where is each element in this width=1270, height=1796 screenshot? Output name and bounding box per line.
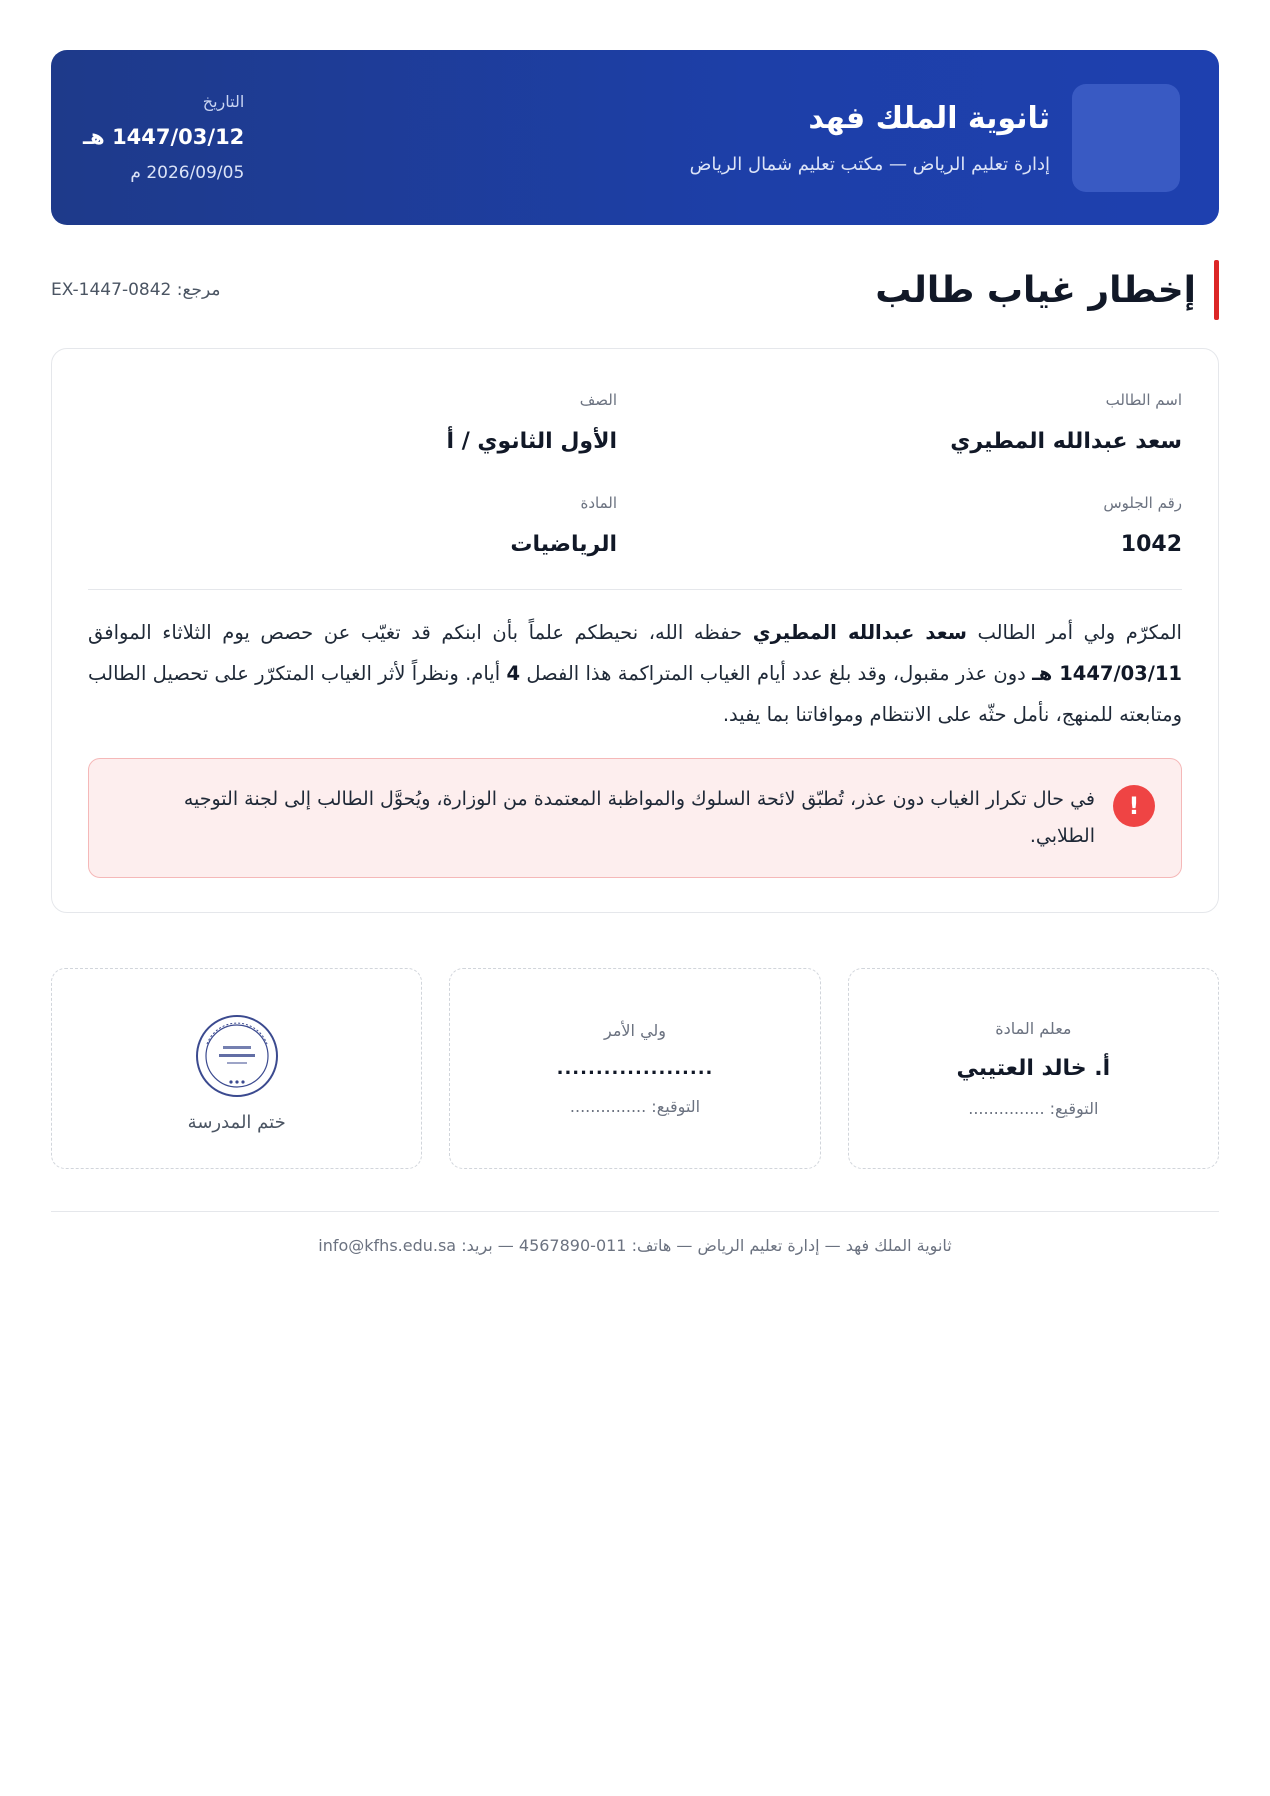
guardian-signature-box bbox=[449, 968, 820, 1169]
notice-body bbox=[88, 612, 1182, 735]
school-subtitle: إدارة تعليم الرياض — مكتب تعليم شمال الرياض bbox=[689, 153, 1050, 175]
title-wrap bbox=[875, 260, 1219, 320]
footer-contact: ثانوية الملك فهد — إدارة تعليم الرياض — هاتف: 011-4567890 — بريد: info@kfhs.edu.sa bbox=[318, 1236, 952, 1255]
title-accent-bar bbox=[1214, 260, 1219, 320]
subject-label: المادة bbox=[580, 494, 617, 512]
body-part-1: المكرّم ولي أمر الطالب bbox=[966, 621, 1182, 644]
seat-number-label: رقم الجلوس bbox=[1103, 494, 1182, 512]
footer-divider bbox=[51, 1211, 1219, 1212]
field-seat-number bbox=[653, 494, 1182, 557]
reference-number: مرجع: EX-1447-0842 bbox=[51, 280, 221, 300]
guardian-name-blank: .................... bbox=[556, 1058, 714, 1079]
body-absence-count: 4 bbox=[506, 662, 521, 685]
class-label: الصف bbox=[579, 391, 617, 409]
date-block bbox=[83, 92, 244, 183]
school-stamp-icon bbox=[195, 1014, 279, 1098]
student-name-value: سعد عبدالله المطيري bbox=[950, 429, 1182, 454]
subject-value: الرياضيات bbox=[510, 532, 617, 557]
teacher-name: أ. خالد العتيبي bbox=[956, 1056, 1111, 1081]
signature-row bbox=[51, 968, 1219, 1169]
guardian-label: ولي الأمر bbox=[604, 1021, 667, 1040]
field-subject bbox=[88, 494, 617, 557]
school-info bbox=[690, 101, 1050, 175]
alert-text: في حال تكرار الغياب دون عذر، تُطبّق لائحة السلوك والمواظبة المعتمدة من الوزارة، ويُحوَّل الطالب إلى لجنة التوجيه الطلابي. bbox=[183, 788, 1095, 847]
class-value: الأول الثانوي / أ bbox=[446, 429, 617, 454]
teacher-signature-box bbox=[848, 968, 1219, 1169]
date-hijri: 1447/03/12 هـ bbox=[83, 125, 245, 149]
teacher-signature-line: التوقيع: ............... bbox=[968, 1099, 1099, 1118]
title-row bbox=[51, 260, 1219, 320]
warning-alert bbox=[88, 758, 1182, 878]
exclamation-icon: ! bbox=[1113, 785, 1155, 827]
teacher-label: معلم المادة bbox=[995, 1019, 1072, 1038]
body-part-2: حفظه الله، نحيطكم علماً بأن ابنكم قد تغيّب عن حصص يوم الثلاثاء الموافق bbox=[88, 621, 753, 644]
body-absence-date: 1447/03/11 هـ bbox=[1032, 662, 1182, 685]
page-title: إخطار غياب طالب bbox=[875, 269, 1196, 311]
field-student-name bbox=[653, 391, 1182, 454]
body-part-4: أيام. ونظراً لأثر الغياب المتكرّر على تحصيل الطالب ومتابعته للمنهج، نأمل حثّه على الانتظام وموافاتنا بما يفيد. bbox=[88, 662, 1182, 726]
body-part-3: دون عذر مقبول، وقد بلغ عدد أيام الغياب المتراكمة هذا الفصل bbox=[520, 662, 1033, 685]
school-identity bbox=[690, 84, 1180, 192]
guardian-signature-line: التوقيع: ............... bbox=[569, 1097, 701, 1116]
stamp-box bbox=[51, 968, 422, 1169]
school-logo-placeholder bbox=[1072, 84, 1180, 192]
stamp-caption: ختم المدرسة bbox=[187, 1112, 286, 1133]
stamp-wrap bbox=[188, 1014, 286, 1133]
seat-number-value: 1042 bbox=[1120, 532, 1182, 557]
field-class bbox=[88, 391, 617, 454]
notice-card bbox=[51, 348, 1219, 913]
student-name-label: اسم الطالب bbox=[1105, 391, 1182, 409]
student-fields bbox=[88, 391, 1182, 590]
school-name: ثانوية الملك فهد bbox=[808, 100, 1050, 136]
body-student-name: سعد عبدالله المطيري bbox=[752, 621, 967, 644]
date-gregorian: 2026/09/05 م bbox=[130, 163, 245, 183]
date-label: التاريخ bbox=[202, 92, 245, 111]
header-banner bbox=[51, 50, 1219, 225]
